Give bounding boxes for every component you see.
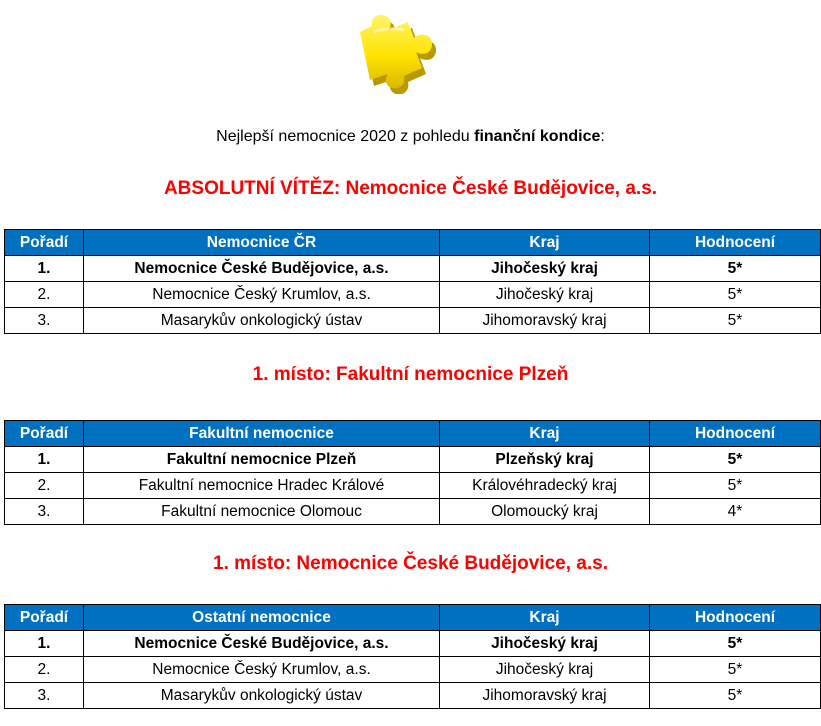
- rating-cell: 5*: [650, 308, 821, 334]
- table-header-row: [5, 230, 821, 256]
- table-row: [5, 447, 821, 473]
- column-header: Ostatní nemocnice: [84, 605, 440, 631]
- table-header-row: [5, 421, 821, 447]
- section-heading-faculty-hospitals: 1. místo: Fakultní nemocnice Plzeň: [252, 364, 569, 385]
- intro-text: [0, 128, 821, 146]
- hospital-cell: Nemocnice Český Krumlov, a.s.: [84, 282, 440, 308]
- hospital-cell: Fakultní nemocnice Hradec Králové: [84, 473, 440, 499]
- rating-cell: 5*: [650, 256, 821, 282]
- table-row: [5, 256, 821, 282]
- hospital-cell: Masarykův onkologický ústav: [84, 308, 440, 334]
- rating-cell: 5*: [650, 473, 821, 499]
- section-heading-absolute-winner: ABSOLUTNÍ VÍTĚZ: Nemocnice České Budějovice, a.s.: [163, 178, 658, 199]
- hospital-cell: Nemocnice České Budějovice, a.s.: [84, 631, 440, 657]
- column-header: Pořadí: [5, 421, 84, 447]
- region-cell: Jihomoravský kraj: [440, 683, 650, 709]
- table-row: [5, 308, 821, 334]
- region-cell: Jihočeský kraj: [440, 282, 650, 308]
- intro-text-after: :: [600, 128, 605, 145]
- rank-cell: 3.: [5, 499, 84, 525]
- hospital-cell: Nemocnice Český Krumlov, a.s.: [84, 657, 440, 683]
- rank-cell: 1.: [5, 447, 84, 473]
- table-row: [5, 473, 821, 499]
- section-heading-other-hospitals: 1. místo: Nemocnice České Budějovice, a.s.: [213, 553, 608, 574]
- column-header: Kraj: [440, 605, 650, 631]
- rank-cell: 2.: [5, 473, 84, 499]
- table-header-row: [5, 605, 821, 631]
- region-cell: Plzeňský kraj: [440, 447, 650, 473]
- region-cell: Královéhradecký kraj: [440, 473, 650, 499]
- table-row: [5, 282, 821, 308]
- rank-cell: 2.: [5, 282, 84, 308]
- rating-cell: 5*: [650, 282, 821, 308]
- region-cell: Jihočeský kraj: [440, 657, 650, 683]
- rating-cell: 5*: [650, 657, 821, 683]
- column-header: Hodnocení: [650, 230, 821, 256]
- hospital-cell: Nemocnice České Budějovice, a.s.: [84, 256, 440, 282]
- rank-cell: 1.: [5, 256, 84, 282]
- puzzle-piece-logo: [352, 8, 464, 94]
- intro-bold-text: finanční kondice: [474, 128, 601, 145]
- rank-cell: 3.: [5, 683, 84, 709]
- intro-text-before: Nejlepší nemocnice 2020 z pohledu: [216, 128, 475, 145]
- column-header: Nemocnice ČR: [84, 230, 440, 256]
- region-cell: Jihočeský kraj: [440, 256, 650, 282]
- column-header: Kraj: [440, 230, 650, 256]
- hospital-cell: Fakultní nemocnice Plzeň: [84, 447, 440, 473]
- column-header: Hodnocení: [650, 421, 821, 447]
- rating-cell: 4*: [650, 499, 821, 525]
- table-row: [5, 499, 821, 525]
- hospital-cell: Masarykův onkologický ústav: [84, 683, 440, 709]
- region-cell: Jihočeský kraj: [440, 631, 650, 657]
- ranking-table-other-hospitals: [4, 604, 821, 709]
- region-cell: Olomoucký kraj: [440, 499, 650, 525]
- column-header: Hodnocení: [650, 605, 821, 631]
- column-header: Pořadí: [5, 230, 84, 256]
- column-header: Kraj: [440, 421, 650, 447]
- rank-cell: 3.: [5, 308, 84, 334]
- ranking-table-czech-hospitals: [4, 229, 821, 334]
- rating-cell: 5*: [650, 447, 821, 473]
- hospital-cell: Fakultní nemocnice Olomouc: [84, 499, 440, 525]
- column-header: Pořadí: [5, 605, 84, 631]
- column-header: Fakultní nemocnice: [84, 421, 440, 447]
- table-row: [5, 683, 821, 709]
- table-row: [5, 657, 821, 683]
- table-row: [5, 631, 821, 657]
- ranking-table-faculty-hospitals: [4, 420, 821, 525]
- rank-cell: 2.: [5, 657, 84, 683]
- rating-cell: 5*: [650, 631, 821, 657]
- rank-cell: 1.: [5, 631, 84, 657]
- region-cell: Jihomoravský kraj: [440, 308, 650, 334]
- rating-cell: 5*: [650, 683, 821, 709]
